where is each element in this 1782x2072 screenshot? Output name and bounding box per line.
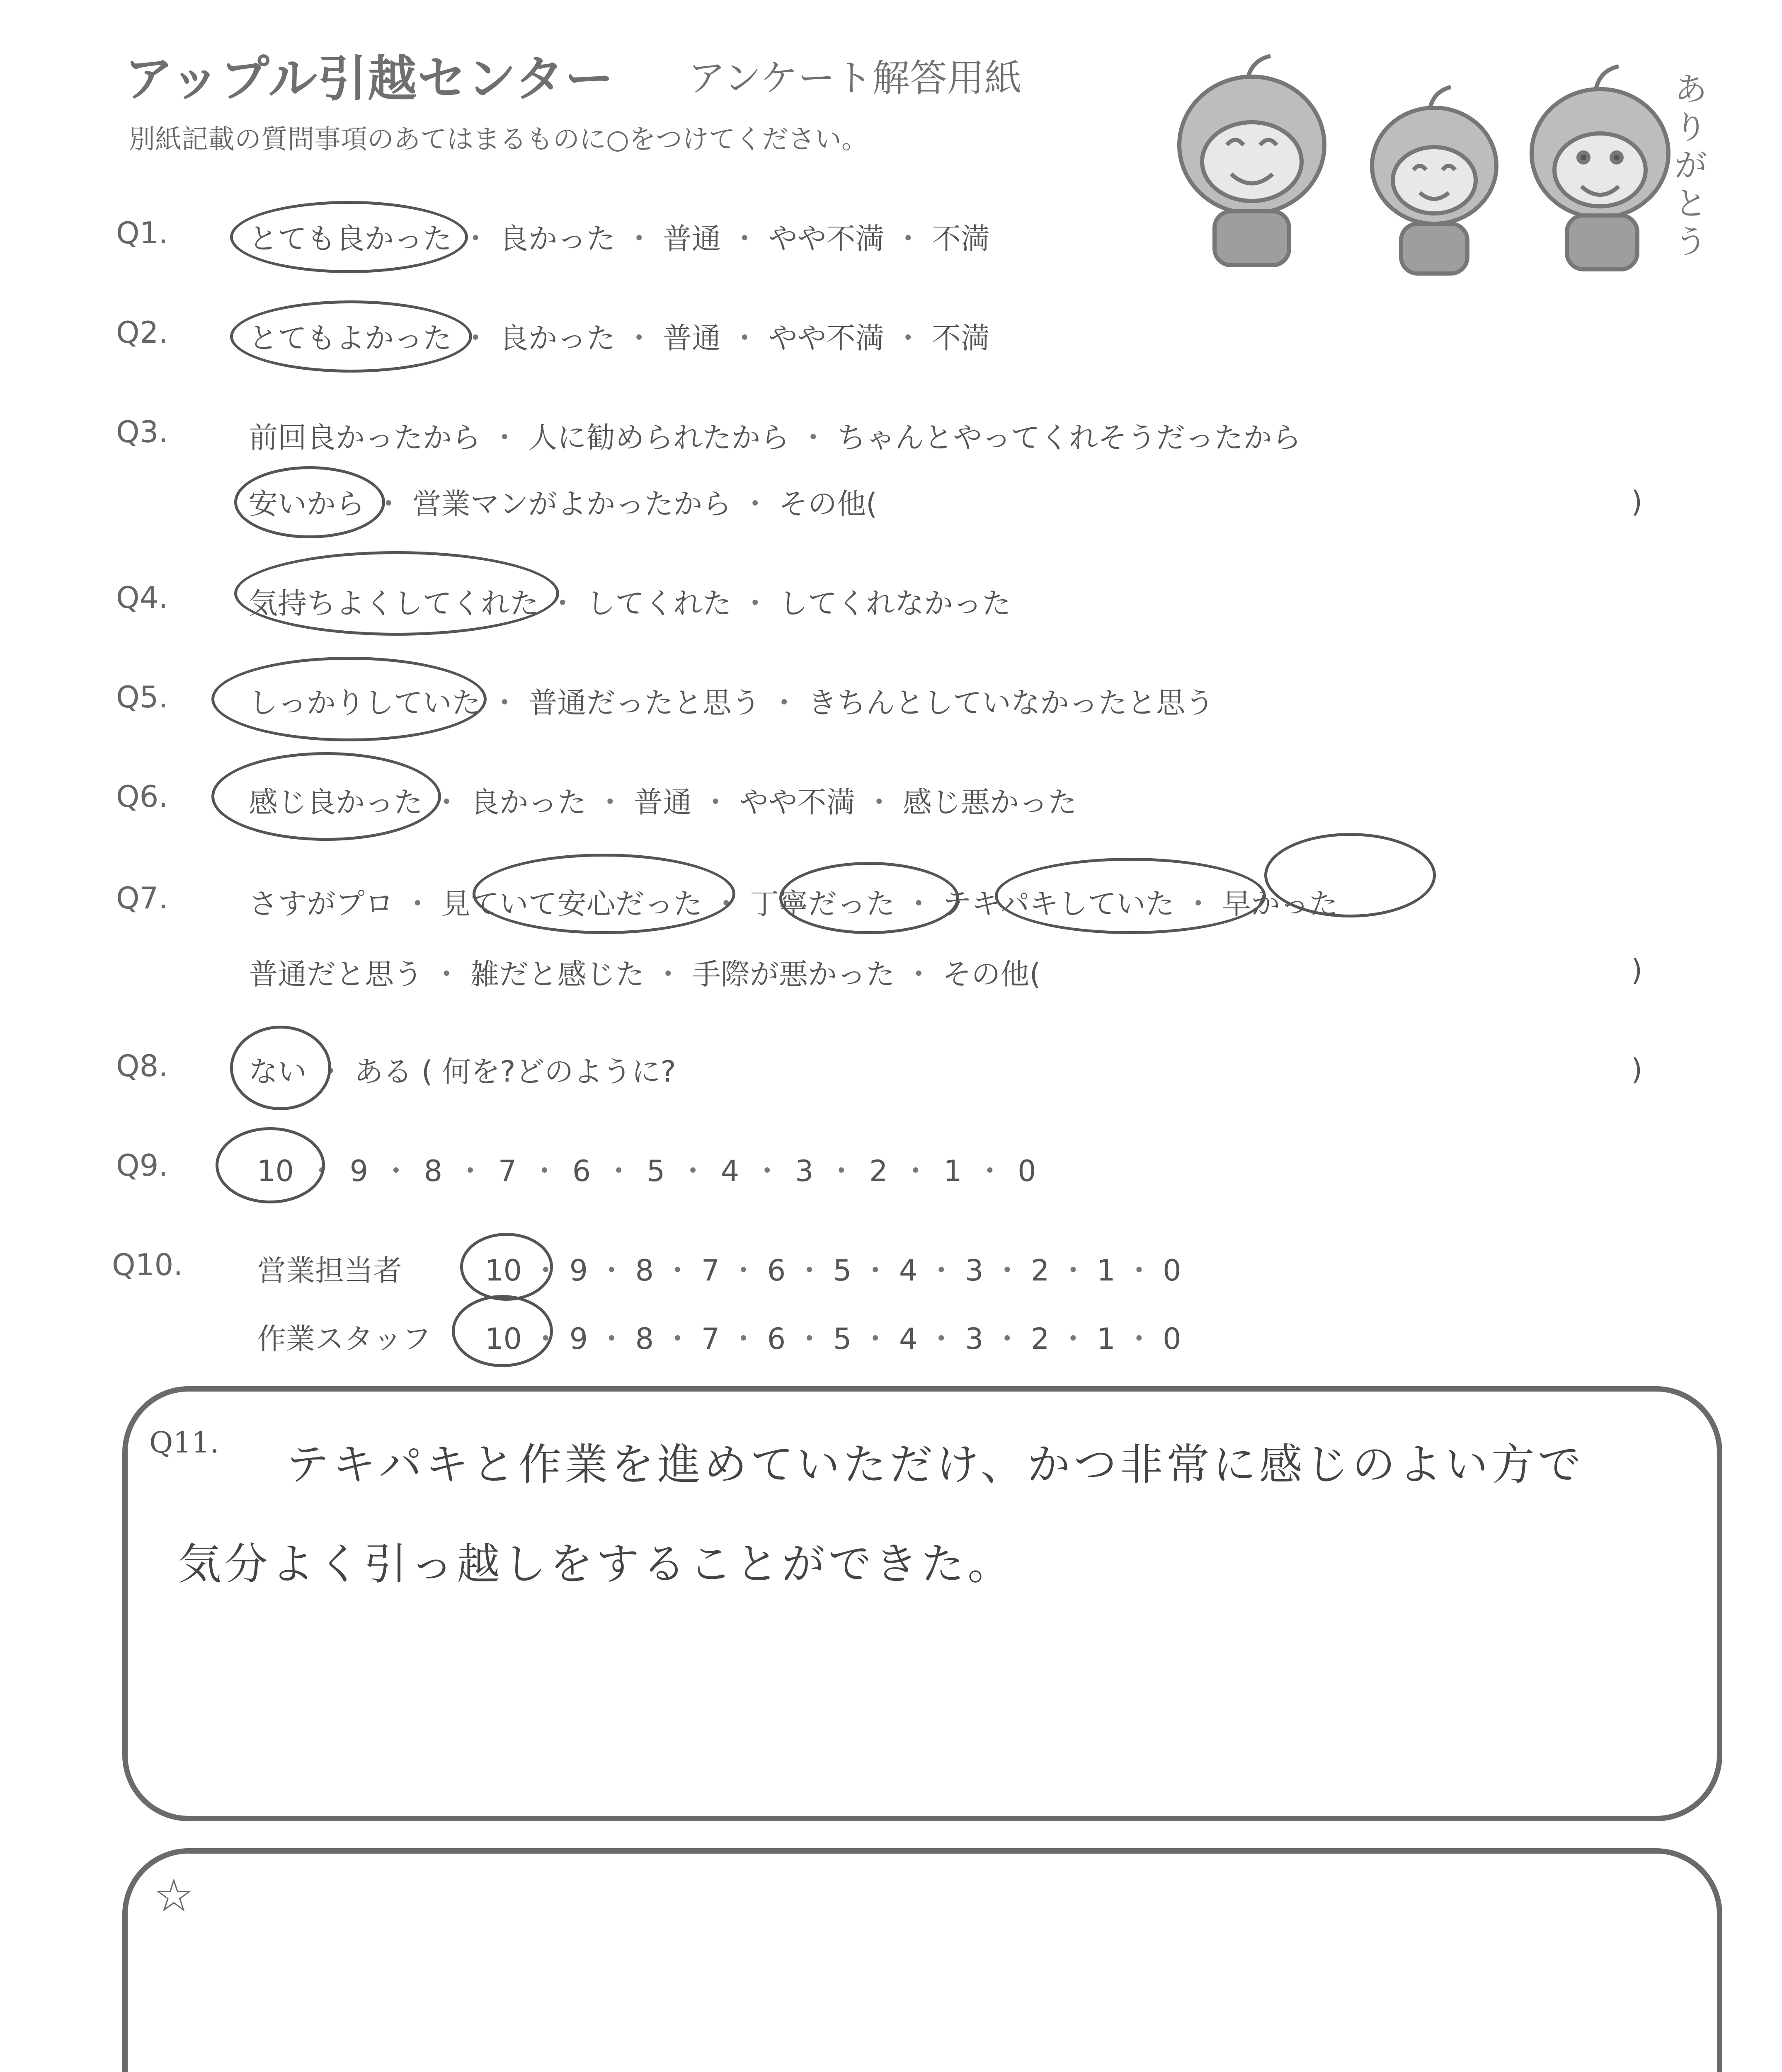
q2-options: とてもよかった ・ 良かった ・ 普通 ・ やや不満 ・ 不満 [249, 321, 990, 355]
q9-score[interactable]: 0 [1018, 1154, 1036, 1188]
q10-staff-label: 作業スタッフ [257, 1322, 431, 1356]
q10-sales-score[interactable]: 5 [833, 1254, 852, 1288]
q9-score[interactable]: 7 [498, 1154, 517, 1188]
q10-staff-score[interactable]: 5 [833, 1322, 852, 1356]
q7-option[interactable]: 見ていて安心だった [441, 887, 703, 921]
q5-option[interactable]: しっかりしていた [249, 686, 481, 720]
q4-option[interactable]: してくれた [586, 586, 732, 620]
q1-selection-circle [230, 201, 468, 273]
star-icon: ☆ [153, 1869, 194, 1922]
q2-option[interactable]: 良かった [499, 321, 616, 355]
q10-label: Q10. [112, 1247, 183, 1282]
q10-staff-score[interactable]: 1 [1097, 1322, 1115, 1356]
q3-selection-circle [234, 466, 385, 538]
form-title: アンケート解答用紙 [688, 56, 1022, 100]
q10-sales-score[interactable]: 4 [899, 1254, 918, 1288]
q8-option[interactable]: ある ( 何を?どのように? [354, 1055, 676, 1089]
q10-sales-label: 営業担当者 [257, 1254, 402, 1288]
q7-selection-circle-3 [995, 858, 1266, 934]
thanks-text: ありがとう [1675, 71, 1707, 261]
q3-option[interactable]: 営業マンがよかったから [412, 487, 732, 521]
q7-close-paren: ) [1631, 953, 1643, 987]
q1-options: とても良かった ・ 良かった ・ 普通 ・ やや不満 ・ 不満 [249, 222, 990, 256]
q10-sales-score[interactable]: 3 [965, 1254, 984, 1288]
q10-staff-score[interactable]: 8 [635, 1322, 654, 1356]
q11-answer-line1: テキパキと作業を進めていただけ、かつ非常に感じのよい方で [286, 1439, 1584, 1490]
q9-score[interactable]: 6 [572, 1154, 591, 1188]
q6-option[interactable]: やや不満 [739, 785, 856, 819]
q10-sales-score[interactable]: 0 [1163, 1254, 1181, 1288]
q1-option[interactable]: やや不満 [768, 222, 885, 256]
q9-score[interactable]: 4 [720, 1154, 739, 1188]
q6-option[interactable]: 感じ良かった [249, 785, 423, 819]
q4-selection-circle [234, 551, 559, 636]
q10-staff-score[interactable]: 2 [1031, 1322, 1050, 1356]
q5-label: Q5. [116, 680, 168, 714]
q7-options-line1: さすがプロ ・ 見ていて安心だった ・ 丁寧だった ・ テキパキしていた ・ 早かった [249, 887, 1338, 921]
q10-sales-score[interactable]: 8 [635, 1254, 654, 1288]
mascot-monkeys-illustration [1144, 50, 1724, 282]
q9-score[interactable]: 9 [349, 1154, 369, 1188]
q2-label: Q2. [116, 315, 168, 350]
q9-score[interactable]: 2 [869, 1154, 888, 1188]
q7-options-line2: 普通だと思う ・ 雑だと感じた ・ 手際が悪かった ・ その他( [249, 957, 1041, 991]
q10-staff-selection-circle [452, 1295, 553, 1367]
star-comment-box[interactable] [122, 1848, 1722, 2072]
q1-option[interactable]: 普通 [663, 222, 721, 256]
q10-staff-scale: 10 ・ 9 ・ 8 ・ 7 ・ 6 ・ 5 ・ 4 ・ 3 ・ 2 ・ 1 ・ 0 [485, 1322, 1181, 1356]
q1-option[interactable]: とても良かった [249, 222, 452, 256]
q3-option[interactable]: 安いから [249, 487, 365, 521]
q2-option[interactable]: とてもよかった [249, 321, 452, 355]
q7-option-other[interactable]: その他( [942, 957, 1041, 991]
q2-selection-circle [230, 300, 472, 373]
q10-staff-score[interactable]: 6 [767, 1322, 786, 1356]
q9-score[interactable]: 5 [646, 1154, 665, 1188]
q5-options: しっかりしていた ・ 普通だったと思う ・ きちんとしていなかったと思う [249, 686, 1215, 720]
q7-option[interactable]: 丁寧だった [750, 887, 895, 921]
q6-options: 感じ良かった ・ 良かった ・ 普通 ・ やや不満 ・ 感じ悪かった [249, 785, 1077, 819]
q10-sales-score[interactable]: 2 [1031, 1254, 1050, 1288]
instruction-text: 別紙記載の質問事項のあてはまるものに○をつけてください。 [128, 124, 868, 155]
q2-option[interactable]: 普通 [663, 321, 721, 355]
q10-sales-score[interactable]: 7 [701, 1254, 720, 1288]
q4-option[interactable]: 気持ちよくしてくれた [249, 586, 539, 620]
q1-option[interactable]: 不満 [932, 222, 990, 256]
q11-answer-line2: 気分よく引っ越しをすることができた。 [178, 1539, 1014, 1589]
q10-sales-scale: 10 ・ 9 ・ 8 ・ 7 ・ 6 ・ 5 ・ 4 ・ 3 ・ 2 ・ 1 ・ 0 [485, 1254, 1181, 1288]
q2-option[interactable]: 不満 [932, 321, 990, 355]
q9-selection-circle [216, 1127, 325, 1203]
q3-option-other[interactable]: その他( [779, 487, 878, 521]
q10-sales-score[interactable]: 9 [569, 1254, 588, 1288]
q9-scale: 10 ・ 9 ・ 8 ・ 7 ・ 6 ・ 5 ・ 4 ・ 3 ・ 2 ・ 1 ・ 0 [257, 1154, 1036, 1188]
q8-options: ない ・ ある ( 何を?どのように? [249, 1055, 676, 1089]
q4-option[interactable]: してくれなかった [779, 586, 1011, 620]
q3-options-line2: 安いから ・ 営業マンがよかったから ・ その他( [249, 487, 878, 521]
q8-close-paren: ) [1631, 1053, 1643, 1087]
q7-selection-circle-4 [1264, 833, 1436, 917]
q3-options-line1: 前回良かったから ・ 人に勧められたから ・ ちゃんとやってくれそうだったから [249, 421, 1302, 455]
q10-staff-score[interactable]: 9 [569, 1322, 588, 1356]
q6-option[interactable]: 普通 [634, 785, 692, 819]
q6-option[interactable]: 感じ悪かった [903, 785, 1077, 819]
q10-staff-score[interactable]: 7 [701, 1322, 720, 1356]
q5-option[interactable]: きちんとしていなかったと思う [808, 686, 1215, 720]
q5-option[interactable]: 普通だったと思う [528, 686, 761, 720]
q8-selection-circle [230, 1026, 331, 1110]
q3-option[interactable]: 前回良かったから [249, 421, 481, 455]
q11-label: Q11. [149, 1426, 219, 1460]
q9-score[interactable]: 1 [943, 1154, 962, 1188]
q10-staff-score[interactable]: 0 [1163, 1322, 1181, 1356]
q10-sales-score[interactable]: 10 [485, 1254, 522, 1288]
q7-option[interactable]: 普通だと思う [249, 957, 423, 991]
q3-option[interactable]: 人に勧められたから [528, 421, 790, 455]
q3-option[interactable]: ちゃんとやってくれそうだったから [837, 421, 1302, 455]
q7-option[interactable]: 雑だと感じた [470, 957, 645, 991]
q10-staff-score[interactable]: 4 [899, 1322, 918, 1356]
company-title: アップル引越センター [124, 50, 615, 107]
q1-label: Q1. [116, 215, 168, 250]
q2-option[interactable]: やや不満 [768, 321, 885, 355]
q10-sales-selection-circle [460, 1233, 553, 1301]
q4-options: 気持ちよくしてくれた ・ してくれた ・ してくれなかった [249, 586, 1011, 620]
q7-option[interactable]: さすがプロ [249, 887, 394, 921]
q7-selection-circle-1 [473, 854, 735, 934]
q9-score[interactable]: 3 [795, 1154, 814, 1188]
q9-label: Q9. [116, 1148, 168, 1183]
q7-option[interactable]: 早かった [1222, 887, 1338, 921]
q7-option[interactable]: テキパキしていた [942, 887, 1175, 921]
q6-label: Q6. [116, 779, 168, 814]
q3-label: Q3. [116, 414, 168, 449]
q7-label: Q7. [116, 881, 168, 915]
q5-selection-circle [211, 657, 487, 741]
q9-score[interactable]: 10 [257, 1154, 294, 1188]
q1-option[interactable]: 良かった [499, 222, 616, 256]
q10-sales-score[interactable]: 6 [767, 1254, 786, 1288]
q3-close-paren: ) [1631, 485, 1643, 519]
q10-sales-score[interactable]: 1 [1097, 1254, 1115, 1288]
q9-score[interactable]: 8 [424, 1154, 443, 1188]
q8-label: Q8. [116, 1048, 168, 1083]
q7-selection-circle-2 [779, 862, 959, 934]
q10-staff-score[interactable]: 10 [485, 1322, 522, 1356]
q6-selection-circle [211, 752, 441, 841]
q6-option[interactable]: 良かった [470, 785, 587, 819]
q10-staff-score[interactable]: 3 [965, 1322, 984, 1356]
q8-option[interactable]: ない [249, 1055, 307, 1089]
q7-option[interactable]: 手際が悪かった [692, 957, 895, 991]
q4-label: Q4. [116, 580, 168, 615]
